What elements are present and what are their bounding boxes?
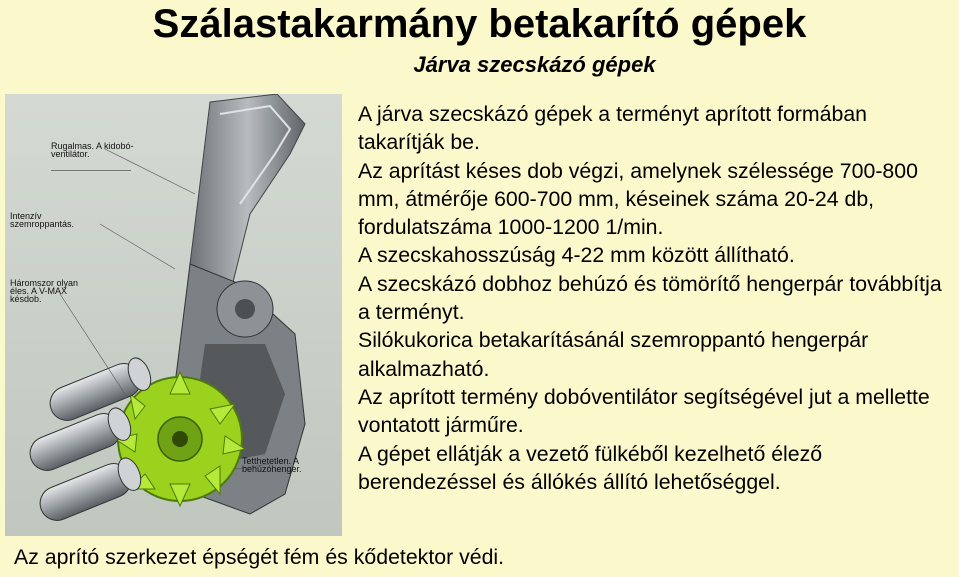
- main-text: [358, 100, 958, 496]
- footer-note: Az aprító szerkezet épségét fém és kődetektor védi.: [14, 545, 505, 569]
- caption-cutter: Háromszor olyan éles. A V-MAX késdob.: [10, 278, 79, 304]
- page-title: Szálastakarmány betakarító gépek: [152, 2, 807, 46]
- caption-blower: Rugalmas. A kidobó-ventilátor.: [51, 142, 146, 171]
- paragraph-1: A járva szecskázó gépek a terményt aprított formában takarítják be.: [358, 102, 868, 155]
- caption-kernel-processor: Intenzív szemroppantás.: [10, 211, 75, 229]
- paragraph-2: Az aprítást késes dob végzi, amelynek szélessége 700-800 mm, átmérője 600-700 mm, késeinek száma 20-24 db, fordulatszáma 1000-1200 1/min.: [358, 158, 918, 240]
- paragraph-5: Silókukorica betakarításánál szemroppantó hengerpár alkalmazható.: [358, 328, 869, 381]
- forage-harvester-illustration: [5, 94, 342, 536]
- page-subtitle: Járva szecskázó gépek: [413, 52, 656, 77]
- paragraph-7: A gépet ellátják a vezető fülkéből kezelhető élező berendezéssel és állókés állító lehetőséggel.: [358, 441, 823, 494]
- paragraph-6: Az aprított termény dobóventilátor segítségével jut a mellette vontatott járműre.: [358, 384, 930, 438]
- paragraph-3: A szecskahosszúság 4-22 mm között állítható.: [358, 243, 795, 268]
- paragraph-4: A szecskázó dobhoz behúzó és tömörítő hengerpár továbbítja a terményt.: [358, 271, 942, 325]
- caption-feed-roller: Tetthetetlen. A behúzóhenger.: [242, 456, 302, 474]
